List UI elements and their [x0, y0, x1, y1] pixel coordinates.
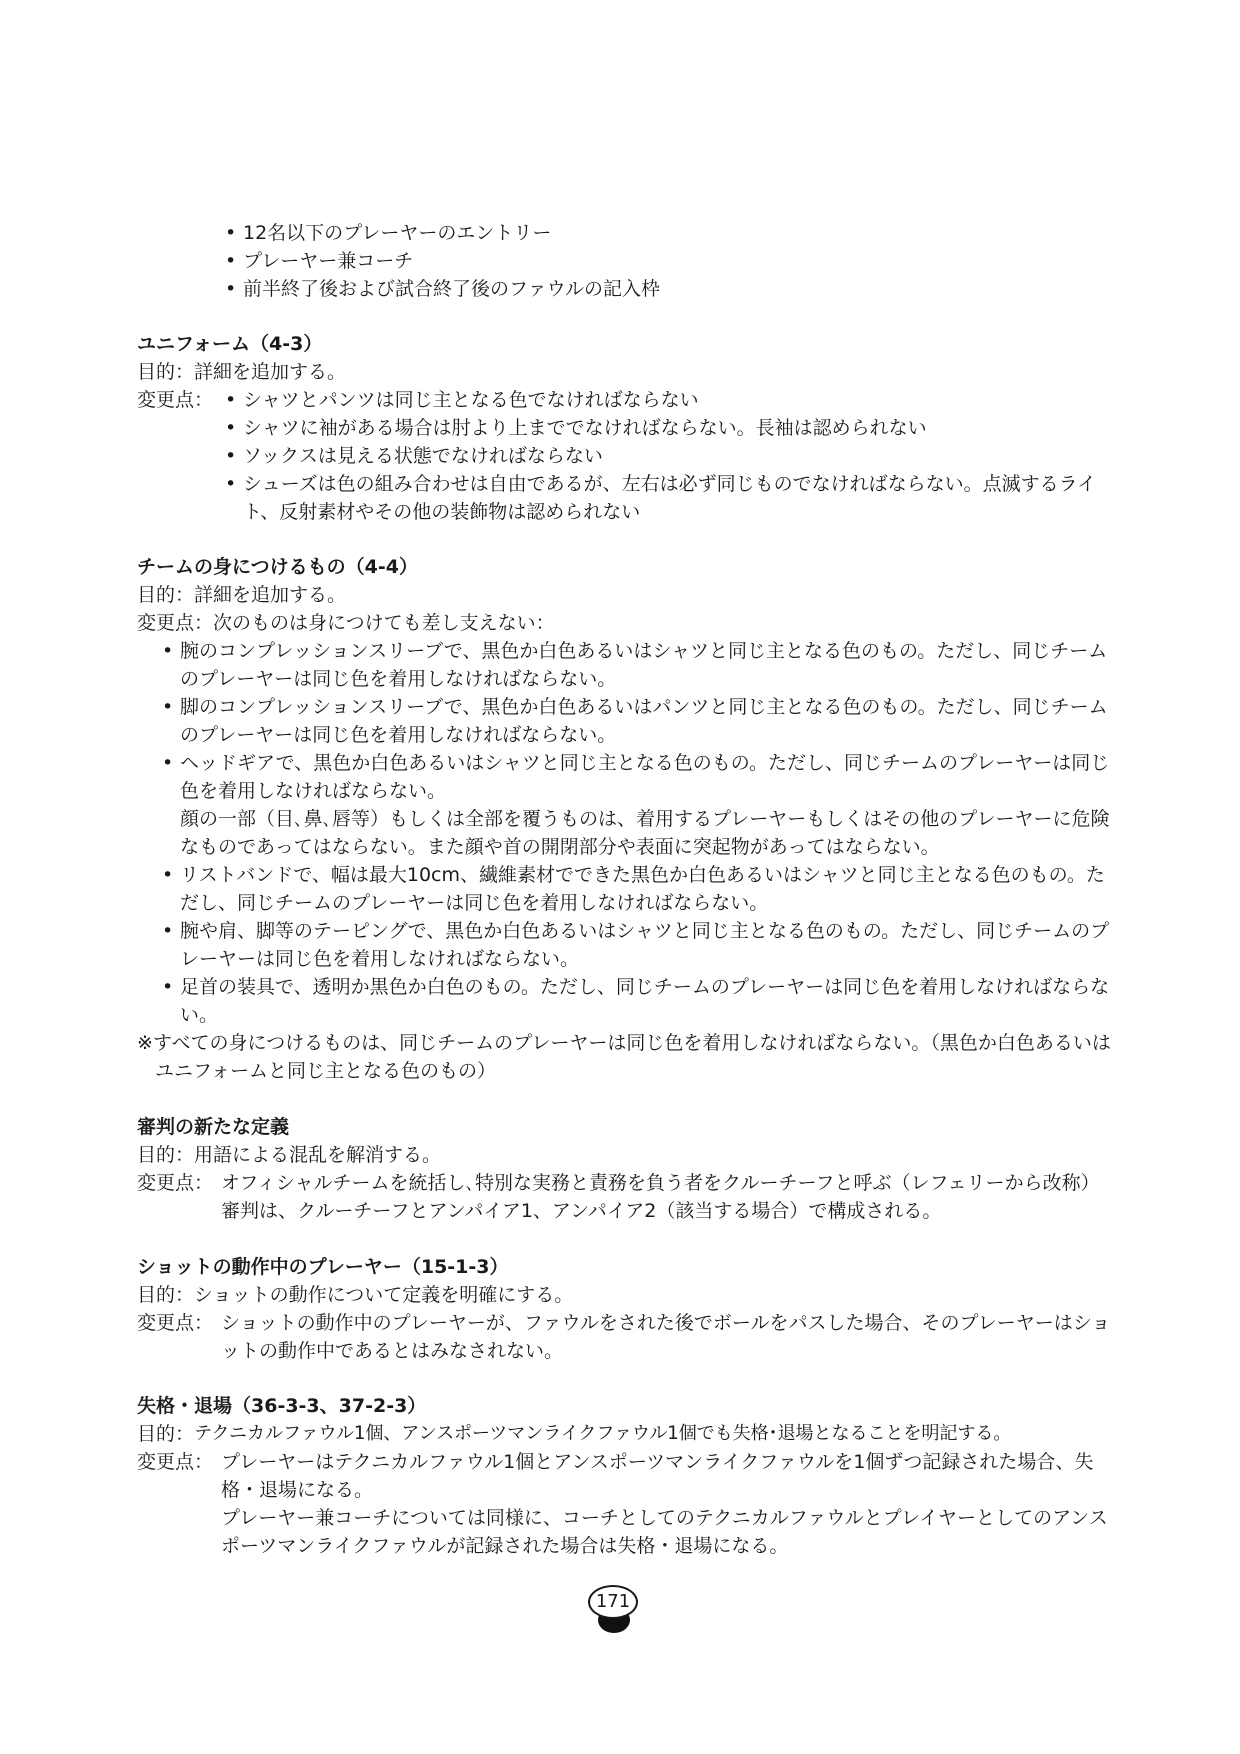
change-block: 変更点： ショットの動作中のプレーヤーが、ファウルをされた後でボールをパスした場合、そのプレーヤーはショットの動作中であるとはみなされない。 — [137, 1309, 1117, 1365]
section-heading: ユニフォーム（4-3） — [137, 333, 323, 355]
list-item: • リストバンドで、幅は最大10cm、繊維素材でできた黒色か白色あるいはシャツと同じ主となる色のもの。ただし、同じチームのプレーヤーは同じ色を着用しなければならない。 — [162, 864, 1105, 914]
section-heading: 失格・退場（36-3-3、37-2-3） — [137, 1395, 427, 1417]
section-shooting — [137, 1253, 1117, 1365]
purpose-line: 目的： 用語による混乱を解消する。 — [137, 1144, 442, 1166]
list-item: • 腕や肩、脚等のテーピングで、黒色か白色あるいはシャツと同じ主となる色のもの。ただし、同じチームのプレーヤーは同じ色を着用しなければならない。 — [162, 920, 1110, 970]
list-item: • シューズは色の組み合わせは自由であるが、左右は必ず同じものでなければならない。点滅するライト、反射素材やその他の装飾物は認められない — [225, 473, 1097, 523]
list-item: • シャツに袖がある場合は肘より上まででなければならない。長袖は認められない — [225, 417, 927, 439]
list-item: • シャツとパンツは同じ主となる色でなければならない — [225, 389, 699, 411]
change-block: 変更点： オフィシャルチームを統括し､特別な実務と責務を負う者をクルーチーフと呼ぶ（レフェリーから改称） 審判は、クルーチーフとアンパイア1、アンパイア2（該当する場合）で構成される。 — [137, 1169, 1117, 1225]
list-item: • ヘッドギアで、黒色か白色あるいはシャツと同じ主となる色のもの。ただし、同じチームのプレーヤーは同じ色を着用しなければならない。 — [162, 752, 1110, 802]
change-text: オフィシャルチームを統括し､特別な実務と責務を負う者をクルーチーフと呼ぶ（レフェリーから改称） — [221, 1172, 1100, 1194]
change-text: プレーヤー兼コーチについては同様に、コーチとしてのテクニカルファウルとプレイヤーとしてのアンスポーツマンライクファウルが記録された場合は失格・退場になる。 — [221, 1507, 1108, 1557]
purpose-line: 目的： テクニカルファウル1個、アンスポーツマンライクファウル1個でも失格･退場となることを明記する。 — [137, 1423, 1012, 1445]
list-item: • 腕のコンプレッションスリーブで、黒色か白色あるいはシャツと同じ主となる色のもの。ただし、同じチームのプレーヤーは同じ色を着用しなければならない。 — [162, 640, 1108, 690]
intro-list — [225, 219, 1105, 303]
list-item: • 脚のコンプレッションスリーブで、黒色か白色あるいはパンツと同じ主となる色のもの。ただし、同じチームのプレーヤーは同じ色を着用しなければならない。 — [162, 696, 1108, 746]
equipment-list — [137, 637, 1117, 1029]
change-text: ショットの動作中のプレーヤーが、ファウルをされた後でボールをパスした場合、そのプレーヤーはショットの動作中であるとはみなされない。 — [221, 1312, 1111, 1362]
change-text: プレーヤーはテクニカルファウル1個とアンスポーツマンライクファウルを1個ずつ記録された場合、失格・退場になる。 — [221, 1451, 1094, 1501]
list-item: • 12名以下のプレーヤーのエントリー — [225, 222, 552, 244]
equipment-note: ※すべての身につけるものは、同じチームのプレーヤーは同じ色を着用しなければならない。（黒色か白色あるいはユニフォームと同じ主となる色のもの） — [137, 1032, 1111, 1082]
section-disqualification — [137, 1392, 1117, 1560]
change-block: 変更点： • シャツとパンツは同じ主となる色でなければならない • シャツに袖がある場合は肘より上まででなければならない。長袖は認められない • ソックスは見える状態でなければならない • シューズは色の組み合わせは自由であるが、左右は必ず同じものでなければならない。点滅するライト、反射素材やその他の装飾物は認められない — [137, 386, 1117, 526]
section-uniform — [137, 330, 1117, 526]
change-text: 審判は、クルーチーフとアンパイア1、アンパイア2（該当する場合）で構成される。 — [221, 1200, 942, 1222]
list-item-note: 顔の一部（目､鼻､唇等）もしくは全部を覆うものは、着用するプレーヤーもしくはその他のプレーヤーに危険なものであってはならない。また顔や首の開閉部分や表面に突起物があってはならない。 — [180, 808, 1110, 858]
purpose-line: 目的： 詳細を追加する。 — [137, 584, 347, 606]
section-heading: チームの身につけるもの（4-4） — [137, 556, 418, 578]
change-line: 変更点： 次のものは身につけても差し支えない： — [137, 612, 555, 634]
list-item: • ソックスは見える状態でなければならない — [225, 445, 603, 467]
section-heading: ショットの動作中のプレーヤー（15-1-3） — [137, 1256, 509, 1278]
purpose-line: 目的： 詳細を追加する。 — [137, 361, 347, 383]
list-item: • プレーヤー兼コーチ — [225, 250, 414, 272]
list-item: • 足首の装具で、透明か黒色か白色のもの。ただし、同じチームのプレーヤーは同じ色を着用しなければならない。 — [162, 976, 1110, 1026]
section-team-equipment — [137, 553, 1117, 1085]
list-item: • 前半終了後および試合終了後のファウルの記入枠 — [225, 278, 661, 300]
section-referee — [137, 1113, 1117, 1225]
page-number — [588, 1585, 638, 1619]
section-heading: 審判の新たな定義 — [137, 1116, 290, 1138]
page-number-label: 171 — [588, 1585, 638, 1619]
change-block: 変更点： プレーヤーはテクニカルファウル1個とアンスポーツマンライクファウルを1個ずつ記録された場合、失格・退場になる。 プレーヤー兼コーチについては同様に、コーチとしてのテクニカルファウルとプレイヤーとしてのアンスポーツマンライクファウルが記録された場合は失格・退場になる。 — [137, 1448, 1117, 1560]
purpose-line: 目的： ショットの動作について定義を明確にする。 — [137, 1284, 574, 1306]
